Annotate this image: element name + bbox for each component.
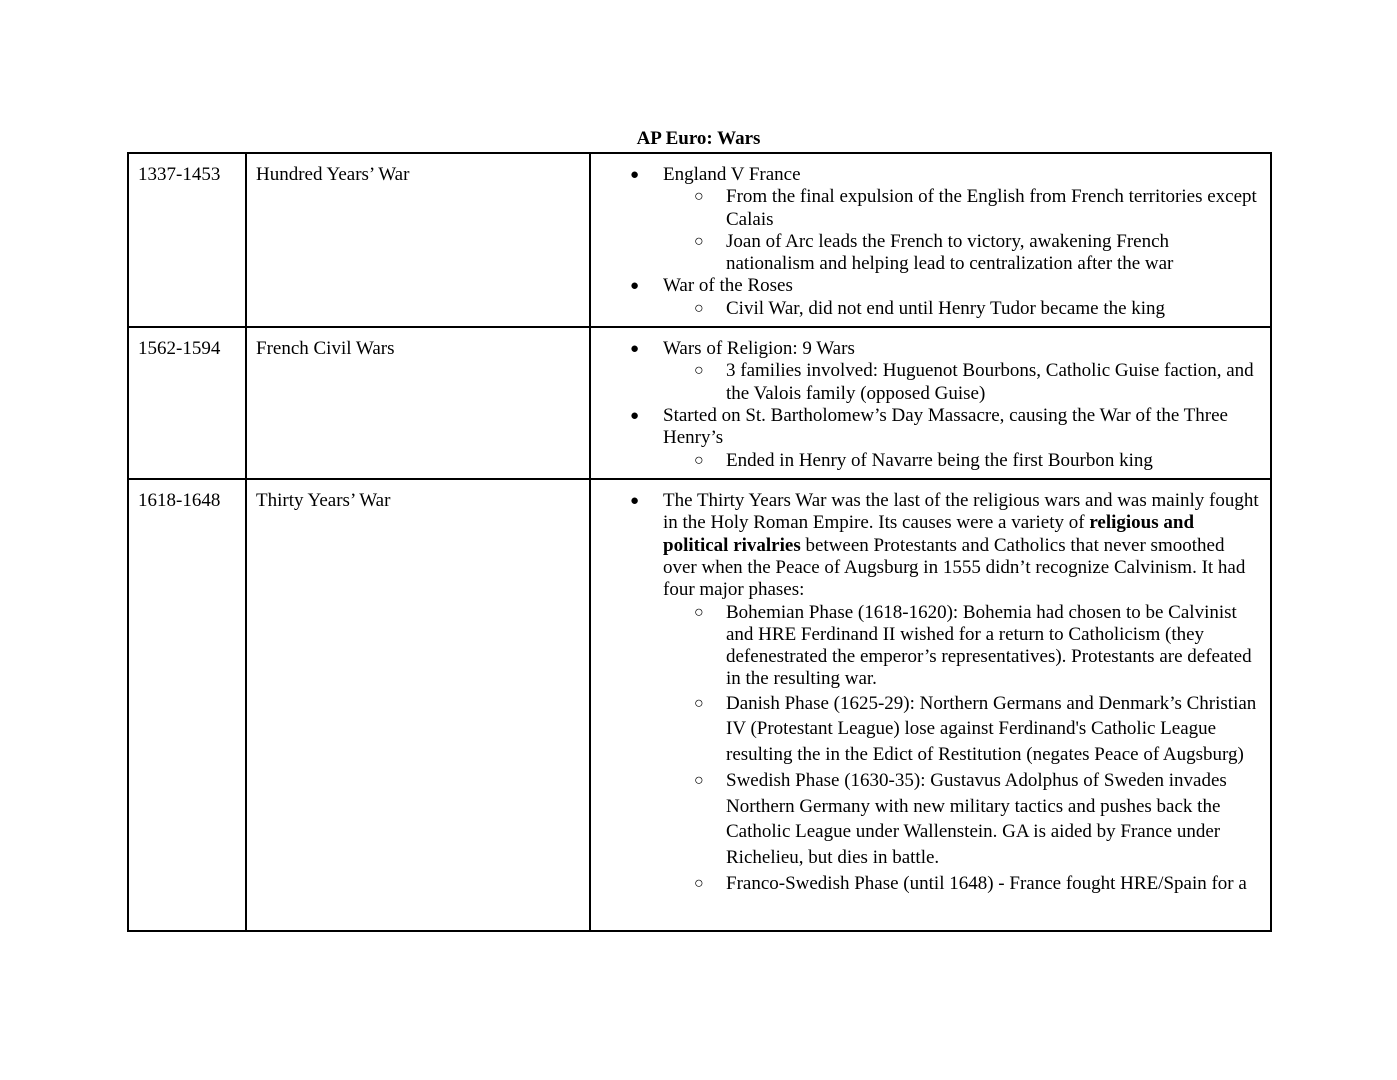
intro-text-end: between Protestants and Catholics that never smoothed over when the Peace of Augsburg in 1555 didn’t recognize Calvinism. It had four major phases: <box>663 534 1246 601</box>
sub-list <box>663 602 1260 691</box>
sub-bullet-text: Civil War, did not end until Henry Tudor became the king <box>726 297 1166 319</box>
sub-list <box>663 360 1260 405</box>
cell-notes <box>590 327 1271 479</box>
document-title: AP Euro: Wars <box>636 128 761 149</box>
cell-years <box>128 327 246 479</box>
cell-war-name <box>246 153 590 327</box>
bullet-text: War of the Roses <box>663 275 793 297</box>
years-text: 1337-1453 <box>138 164 221 185</box>
bullet-text: Wars of Religion: 9 Wars <box>663 338 855 360</box>
bullet-text: Started on St. Bartholomew’s Day Massacre, causing the War of the Three Henry’s <box>663 404 1228 449</box>
phase-text: Bohemian Phase (1618-1620): Bohemia had chosen to be Calvinist and HRE Ferdinand II wished for a return to Catholicism (they defenestrated the emperor’s representatives). Protestants are defeated in the resulting war. <box>726 601 1252 690</box>
hollow-bullet-icon: ○ <box>694 771 704 789</box>
hollow-bullet-icon: ○ <box>694 232 704 250</box>
sub-list-item <box>694 449 1260 472</box>
phase-text: Franco-Swedish Phase (until 1648) - France fought HRE/Spain for a <box>726 872 1247 894</box>
table-row-hundred-years-war <box>128 153 1271 327</box>
sub-list-item <box>694 691 1260 768</box>
phase-text: Swedish Phase (1630-35): Gustavus Adolphus of Sweden invades Northern Germany with new military tactics and pushes back the Catholic League under Wallenstein. GA is aided by France under Richelieu, but dies in battle. <box>726 769 1227 868</box>
notes-list <box>591 490 1260 896</box>
phase-text: Danish Phase (1625-29): Northern Germans and Denmark’s Christian IV (Protestant League) lose against Ferdinand's Catholic League resulting the in the Edict of Restitution (negates Peace of Augsburg) <box>726 692 1257 766</box>
hollow-bullet-icon: ○ <box>694 451 704 469</box>
list-item <box>630 404 1260 472</box>
notes-list <box>591 338 1260 472</box>
intro-text-bold: religious and political rivalries <box>663 512 1195 556</box>
intro-text-start: The Thirty Years War was the last of the religious wars and was mainly fought in the Holy Roman Empire. Its causes were a variety of <box>663 490 1259 534</box>
sub-bullet-text: From the final expulsion of the English from French territories except Calais <box>726 186 1257 230</box>
sub-list-item <box>694 768 1260 871</box>
hollow-bullet-icon: ○ <box>694 694 704 712</box>
sub-list-item <box>694 297 1260 320</box>
cell-years <box>128 153 246 327</box>
filled-bullet-icon: ● <box>630 278 640 295</box>
filled-bullet-icon: ● <box>630 167 640 183</box>
wars-table <box>127 152 1272 932</box>
cell-war-name <box>246 479 590 931</box>
sub-list <box>663 298 1260 320</box>
list-item <box>630 164 1260 275</box>
hollow-bullet-icon: ○ <box>694 603 704 621</box>
hollow-bullet-icon: ○ <box>694 362 704 380</box>
list-item <box>630 490 1260 896</box>
sub-list-item <box>694 360 1260 405</box>
years-text: 1618-1648 <box>138 490 221 512</box>
sub-bullet-text: 3 families involved: Huguenot Bourbons, Catholic Guise faction, and the Valois family (opposed Guise) <box>726 360 1254 404</box>
sub-list-item <box>694 601 1260 691</box>
hollow-bullet-icon: ○ <box>694 188 704 206</box>
bullet-text: England V France <box>663 164 801 185</box>
filled-bullet-icon: ● <box>630 493 640 510</box>
table-row-french-civil-wars <box>128 327 1271 479</box>
sub-list <box>663 691 1260 897</box>
cell-years <box>128 479 246 931</box>
sub-bullet-text: Ended in Henry of Navarre being the first Bourbon king <box>726 449 1153 471</box>
hollow-bullet-icon: ○ <box>694 299 704 317</box>
table-row-thirty-years-war <box>128 479 1271 931</box>
filled-bullet-icon: ● <box>630 407 640 424</box>
notes-list <box>591 164 1260 320</box>
sub-list-item <box>694 186 1260 231</box>
cell-war-name <box>246 327 590 479</box>
sub-bullet-text: Joan of Arc leads the French to victory, awakening French nationalism and helping lead to centralization after the war <box>726 230 1174 275</box>
list-item <box>630 338 1260 405</box>
list-item <box>630 275 1260 320</box>
sub-list <box>663 186 1260 275</box>
years-text: 1562-1594 <box>138 338 221 360</box>
war-name-text: Hundred Years’ War <box>256 164 410 185</box>
sub-list-item <box>694 871 1260 897</box>
hollow-bullet-icon: ○ <box>694 874 704 892</box>
cell-notes <box>590 479 1271 931</box>
cell-notes <box>590 153 1271 327</box>
filled-bullet-icon: ● <box>630 341 640 358</box>
war-name-text: French Civil Wars <box>256 338 395 360</box>
sub-list <box>663 450 1260 472</box>
sub-list-item <box>694 230 1260 276</box>
war-name-text: Thirty Years’ War <box>256 490 391 512</box>
